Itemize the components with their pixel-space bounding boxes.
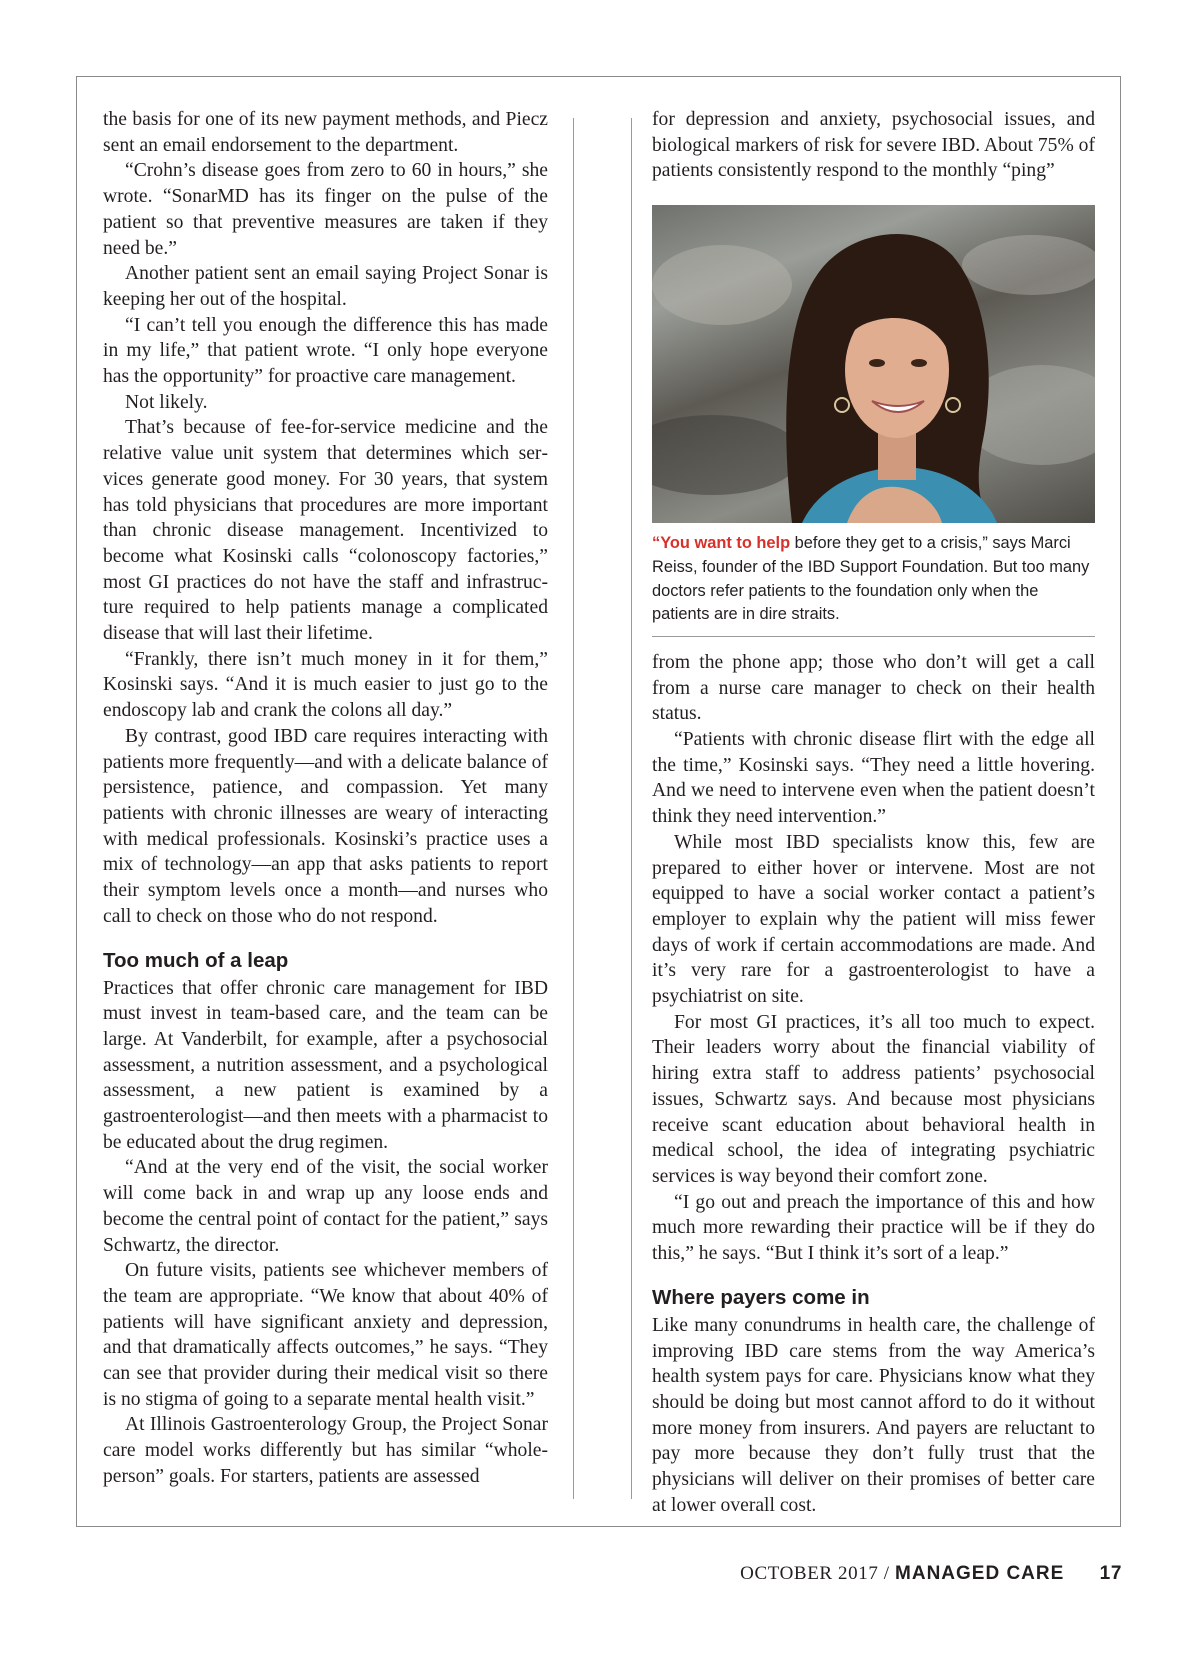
paragraph: “Patients with chronic disease flirt with the edge all the time,” Kosinski says. “They need a little hovering. And we need to intervene even when the patient doesn’t think they need intervention.” [652,729,1095,828]
paragraph: Like many conundrums in health care, the challenge of improving IBD care stems from the way America’s health system pays for care. Physicians know what they should be doing but most cannot afford to do it without more money from insurers. And payers are reluctant to pay more because they don’t fully trust that the physicians will deliver on their promises of better care at lower overall cost. [652,1314,1095,1516]
paragraph: Not likely. [125,391,208,413]
magazine-name: MANAGED CARE [895,1563,1065,1584]
paragraph: For most GI practices, it’s all too much to expect. Their leaders worry about the financial viability of hiring extra staff to address patients’ psychosocial issues, Schwartz says. And because most physicians receive scant education about behavioral health in medical school, the idea of integrating psychiatric services is way beyond their comfort zone. [652,1011,1095,1187]
paragraph: At Illinois Gastroenterology Group, the Project Sonar care model works differently but has similar “whole-person” goals. For starters, patients are assessed [103,1414,548,1487]
portrait-photo [652,205,1095,523]
left-column [103,107,548,1490]
caption-text: before they get to a crisis,” says Marci Reiss, founder of the IBD Support Foundation. But too many doctors refer patients to the foundation only when the patients are in dire straits. [652,534,1090,624]
portrait-illustration [652,205,1095,523]
paragraph: On future visits, patients see whichever members of the team are appropriate. “We know that about 40% of patients will have significant anxiety and depression, and that dramatically affects outcomes,” he says. “They can see that provider during their medical visit so there is no stigma of going to a separate mental health visit.” [103,1260,548,1410]
section-heading: Where payers come in [652,1285,870,1309]
paragraph: Practices that offer chronic care management for IBD must invest in team-based care, and the team can be large. At Vanderbilt, for example, after a psychosocial assessment, a nutrition assessment, and a psychological assessment, a new patient is examined by a gastroenterologist—and then meets with a pharmacist to be educated about the drug regimen. [103,977,548,1153]
paragraph: for depression and anxiety, psychosocial issues, and biological markers of risk for severe IBD. About 75% of patients consistently respond to the monthly “ping” [652,109,1095,182]
paragraph: “And at the very end of the visit, the social worker will come back in and wrap up any loose ends and become the central point of contact for the patient,” says Schwartz, the director. [103,1157,548,1256]
issue-date: OCTOBER 2017 / [740,1563,890,1584]
photo-caption [652,532,1095,637]
section-heading: Too much of a leap [103,948,289,972]
paragraph: “Frankly, there isn’t much money in it for them,” Kosinski says. “And it is much easier to just go to the endoscopy lab and crank the colons all day.” [103,648,548,722]
page-footer [740,1563,1122,1585]
right-column [652,107,1095,1518]
paragraph: from the phone app; those who don’t will get a call from a nurse care manager to check on their health status. [652,651,1095,725]
paragraph: While most IBD specialists know this, few are prepared to either hover or intervene. Most are not equipped to have a social worker contact a patient’s employer to explain why the patient will miss fewer days of work if certain accommodations are made. And it’s very rare for a gastroenterologist to have a psychiatrist on site. [652,831,1095,1008]
paragraph: Another patient sent an email saying Project Sonar is keeping her out of the hospital. [103,263,548,310]
paragraph: the basis for one of its new payment methods, and Piecz sent an email endorsement to the department. [103,109,548,156]
paragraph: “I can’t tell you enough the difference this has made in my life,” that patient wrote. “I only hope everyone has the opportunity” for proactive care management. [103,314,548,388]
paragraph: That’s because of fee-for-service medicine and the relative value unit system that determines which services generate good money. For 30 years, that system has told physicians that procedures are more important than chronic disease management. Incentivized to become what Kosinski calls “colonoscopy factories,” most GI practices do not have the staff and infrastructure required to help patients manage a complicated disease that will last their lifetime. [103,417,548,645]
column-divider [573,118,574,1499]
paragraph: “I go out and preach the importance of this and how much more rewarding their practice will be if they do this,” he says. “But I think it’s sort of a leap.” [652,1191,1095,1265]
page-number: 17 [1099,1563,1122,1584]
paragraph: “Crohn’s disease goes from zero to 60 in hours,” she wrote. “SonarMD has its finger on the pulse of the patient so that preventive measures are taken if they need be.” [103,160,548,259]
paragraph: By contrast, good IBD care requires interacting with patients more frequently—and with a delicate balance of persistence, patience, and compassion. Yet many patients with chronic illnesses are weary of interacting with medical professionals. Kosinski’s practice uses a mix of technology—an app that asks patients to report their symptom levels once a month—and nurses who call to check on those who do not respond. [103,725,548,927]
caption-lead: “You want to help [652,534,791,553]
column-divider [631,118,632,1499]
